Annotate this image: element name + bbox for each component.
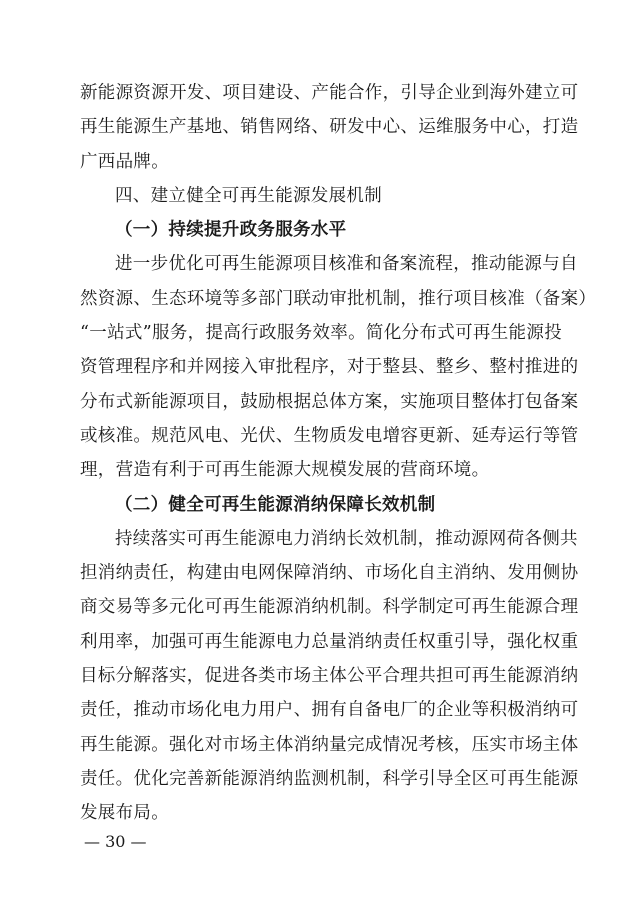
text-line: “一站式”服务，提高行政服务效率。简化分布式可再生能源投 [80,323,562,344]
text-line: 持续落实可再生能源电力消纳长效机制，推动源网荷各侧共 [115,528,578,549]
subsection-heading: （二）健全可再生能源消纳保障长效机制 [115,494,436,515]
text-line: 发展布局。 [80,803,169,824]
text-line: 分布式新能源项目，鼓励根据总体方案，实施项目整体打包备案 [80,391,579,412]
text-line: 资管理程序和并网接入审批程序，对于整县、整乡、整村推进的 [80,357,579,378]
text-line: 进一步优化可再生能源项目核准和备案流程，推动能源与自 [115,254,578,275]
text-line: 理，营造有利于可再生能源大规模发展的营商环境。 [80,460,490,481]
subsection-heading: （一）持续提升政务服务水平 [115,220,347,241]
text-line: 责任。优化完善新能源消纳监测机制，科学引导全区可再生能源 [80,768,579,789]
text-line: 担消纳责任，构建由电网保障消纳、市场化自主消纳、发用侧协 [80,563,579,584]
text-line: 再生能源。强化对市场主体消纳量完成情况考核，压实市场主体 [80,734,579,755]
text-line: 然资源、生态环境等多部门联动审批机制，推行项目核准（备案） [80,288,597,309]
page-number: — 30 — [84,832,147,851]
text-line: 新能源资源开发、项目建设、产能合作，引导企业到海外建立可 [80,83,579,103]
section-heading: 四、建立健全可再生能源发展机制 [115,185,382,206]
text-line: 广西品牌。 [80,151,169,172]
document-body [80,76,597,831]
text-line: 再生能源生产基地、销售网络、研发中心、运维服务中心，打造 [80,117,579,138]
text-line: 商交易等多元化可再生能源消纳机制。科学制定可再生能源合理 [80,597,579,618]
text-line: 或核准。规范风电、光伏、生物质发电增容更新、延寿运行等管 [80,425,579,446]
text-line: 目标分解落实，促进各类市场主体公平合理共担可再生能源消纳 [80,666,579,687]
text-line: 责任，推动市场化电力用户、拥有自备电厂的企业等积极消纳可 [80,700,579,721]
text-line: 利用率，加强可再生能源电力总量消纳责任权重引导，强化权重 [80,631,579,652]
